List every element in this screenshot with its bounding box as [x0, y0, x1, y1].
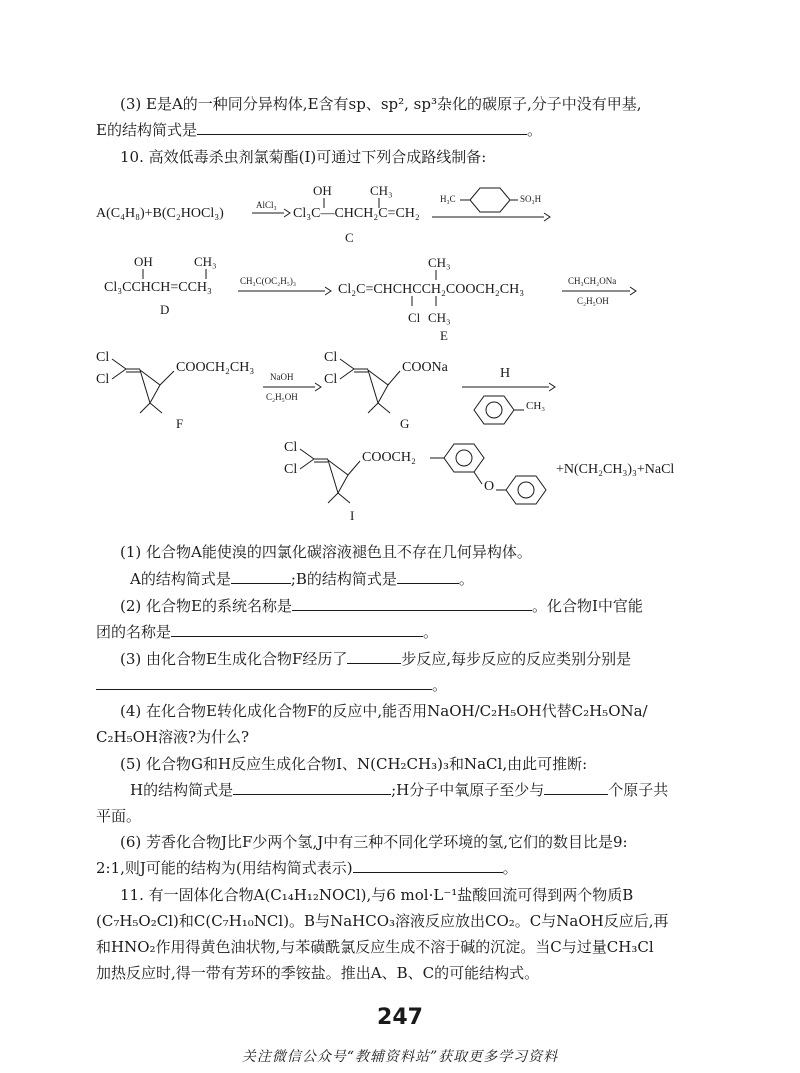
c-oh: OH	[313, 183, 332, 198]
q10-part3-prompt: (3) 由化合物E生成化合物F经历了	[120, 650, 348, 668]
q10-part5-cont2: 个原子共	[608, 781, 669, 799]
scheme-reactants: A(C₄H₈)+B(C₂HOCl₃)	[96, 206, 224, 221]
q10-part1-b-prompt: ;B的结构简式是	[290, 570, 397, 588]
q10-part3-line1	[120, 649, 631, 669]
i-cl2: Cl	[284, 462, 298, 477]
q10-part1-line2: A的结构简式是 ;B的结构简式是 。	[130, 570, 474, 588]
f-label: F	[176, 416, 184, 431]
reagent-benzene-ring	[460, 185, 520, 215]
e-label: E	[440, 328, 448, 343]
reagent-h3c: H₃C	[440, 194, 456, 204]
e-chain: Cl₂C=CHCHCCH₂COOCH₂CH₃	[338, 282, 525, 297]
q10-part5-line1: (5) 化合物G和H反应生成化合物I、N(CH₂CH₃)₃和NaCl,由此可推断:	[120, 755, 588, 773]
q10-part6-line1: (6) 芳香化合物J比F少两个氢,J中有三种不同化学环境的氢,它们的数目比是9:	[120, 833, 628, 851]
arrow-6	[462, 382, 557, 392]
e-ch3-bot: CH₃	[428, 310, 451, 325]
h-reagent: H	[500, 366, 511, 381]
e-ch3-top: CH₃	[428, 255, 451, 270]
c-label: C	[345, 230, 354, 245]
i-cl1: Cl	[284, 440, 298, 455]
q10-part6-line2: 2:1,则J可能的结构为(用结构简式表示) 。	[96, 859, 518, 877]
q10-part5-line3: 平面。	[96, 807, 142, 825]
toluene-ch3: CH₃	[526, 400, 546, 412]
f-ester: COOCH₂CH₃	[176, 360, 255, 375]
page-number: 247	[377, 1005, 423, 1030]
i-ester: COOCH₂	[362, 450, 416, 465]
answer-blank[interactable]	[397, 569, 459, 584]
answer-blank[interactable]	[171, 622, 423, 637]
q10-part2-line1	[120, 596, 643, 616]
q10-part3-line2: 。	[96, 675, 447, 695]
byproducts: +N(CH₂CH₃)₃+NaCl	[556, 462, 675, 477]
g-coona: COONa	[402, 360, 448, 375]
answer-blank[interactable]	[96, 675, 432, 690]
e-reagent-bot: C₂H₅OH	[577, 296, 609, 306]
q10-part6-prompt: 2:1,则J可能的结构为(用结构简式表示)	[96, 859, 353, 877]
f-cl2: Cl	[96, 372, 110, 387]
e-reagent-top: CH₃CH₂ONa	[568, 276, 617, 286]
q10-part2-line2: 团的名称是 。	[96, 623, 439, 641]
i-label: I	[350, 508, 355, 523]
c-chain: Cl₃C—CHCH₂C=CH₂	[293, 206, 420, 221]
i-phenoxyphenyl	[430, 436, 560, 506]
q11-line1: 11. 有一固体化合物A(C₁₄H₁₂NOCl),与6 mol·L⁻¹盐酸回流可得到两个物质B	[120, 886, 634, 904]
f-cl1: Cl	[96, 350, 110, 365]
d-chain: Cl₃CCHCH=CCH₃	[104, 280, 212, 295]
d-ch3: CH₃	[194, 254, 217, 269]
arrow-4	[562, 286, 637, 296]
arrow-3	[238, 286, 333, 296]
q10-part1-a-prompt: A的结构简式是	[130, 570, 231, 588]
g-cyclopropane	[338, 355, 408, 415]
answer-blank[interactable]	[347, 649, 401, 664]
naoh-reagent: NaOH	[270, 372, 294, 382]
toluene-ring	[468, 392, 528, 428]
i-cyclopropane	[298, 445, 368, 505]
q10-title: 10. 高效低毒杀虫剂氯菊酯(I)可通过下列合成路线制备:	[120, 148, 487, 166]
q10-part4-line1: (4) 在化合物E转化成化合物F的反应中,能否用NaOH/C₂H₅OH代替C₂H₅ONa/	[120, 702, 648, 720]
q10-part2-prompt2: 团的名称是	[96, 623, 172, 641]
q9-part3-prompt: E的结构简式是	[96, 121, 197, 139]
answer-blank[interactable]	[544, 780, 608, 795]
footer-note: 关注微信公众号“教辅资料站”获取更多学习资料	[241, 1049, 559, 1065]
q10-part2-prompt: (2) 化合物E的系统名称是	[120, 597, 292, 615]
answer-blank[interactable]	[233, 780, 391, 795]
q10-part1-line1: (1) 化合物A能使溴的四氯化碳溶液褪色且不存在几何异构体。	[120, 543, 532, 561]
q10-part3-cont: 步反应,每步反应的反应类别分别是	[401, 650, 632, 668]
reagent-so3h: SO₃H	[520, 194, 542, 204]
naoh-solvent: C₂H₅OH	[266, 392, 298, 402]
arrow-1	[252, 208, 292, 218]
q10-part4-line2: C₂H₅OH溶液?为什么?	[96, 728, 250, 746]
scheme-alcl3: AlCl₃	[256, 200, 277, 210]
q11-line3: 和HNO₂作用得黄色油状物,与苯磺酰氯反应生成不溶于碱的沉淀。当C与过量CH₃Cl	[96, 938, 654, 956]
d-oh: OH	[134, 254, 153, 269]
answer-blank[interactable]	[292, 596, 532, 611]
q9-part3-line2: E的结构简式是 。	[96, 121, 542, 139]
i-oxygen: O	[484, 479, 495, 494]
answer-blank[interactable]	[353, 858, 503, 873]
d-label: D	[160, 302, 170, 317]
q10-part5-prompt: H的结构简式是	[130, 781, 234, 799]
e-cl: Cl	[408, 310, 421, 325]
g-cl2: Cl	[324, 372, 338, 387]
arrow-5	[263, 382, 323, 392]
q9-part3-line1: (3) E是A的一种同分异构体,E含有sp、sp², sp³杂化的碳原子,分子中没有甲基,	[120, 95, 642, 113]
g-label: G	[400, 416, 410, 431]
q11-line2: (C₇H₅O₂Cl)和C(C₇H₁₀NCl)。B与NaHCO₃溶液反应放出CO₂。C与NaOH反应后,再	[96, 912, 669, 930]
answer-blank[interactable]	[197, 120, 527, 135]
f-cyclopropane	[110, 355, 180, 415]
q10-part5-cont: ;H分子中氧原子至少与	[391, 781, 545, 799]
q10-part5-line2	[130, 780, 668, 800]
arrow-2	[432, 212, 552, 222]
q10-part2-cont: 。化合物I中官能	[531, 597, 643, 615]
c-ch3: CH₃	[370, 183, 393, 198]
q11-line4: 加热反应时,得一带有芳环的季铵盐。推出A、B、C的可能结构式。	[96, 964, 540, 982]
d-reagent: CH₃C(OC₂H₅)₃	[240, 276, 297, 286]
answer-blank[interactable]	[231, 569, 291, 584]
g-cl1: Cl	[324, 350, 338, 365]
